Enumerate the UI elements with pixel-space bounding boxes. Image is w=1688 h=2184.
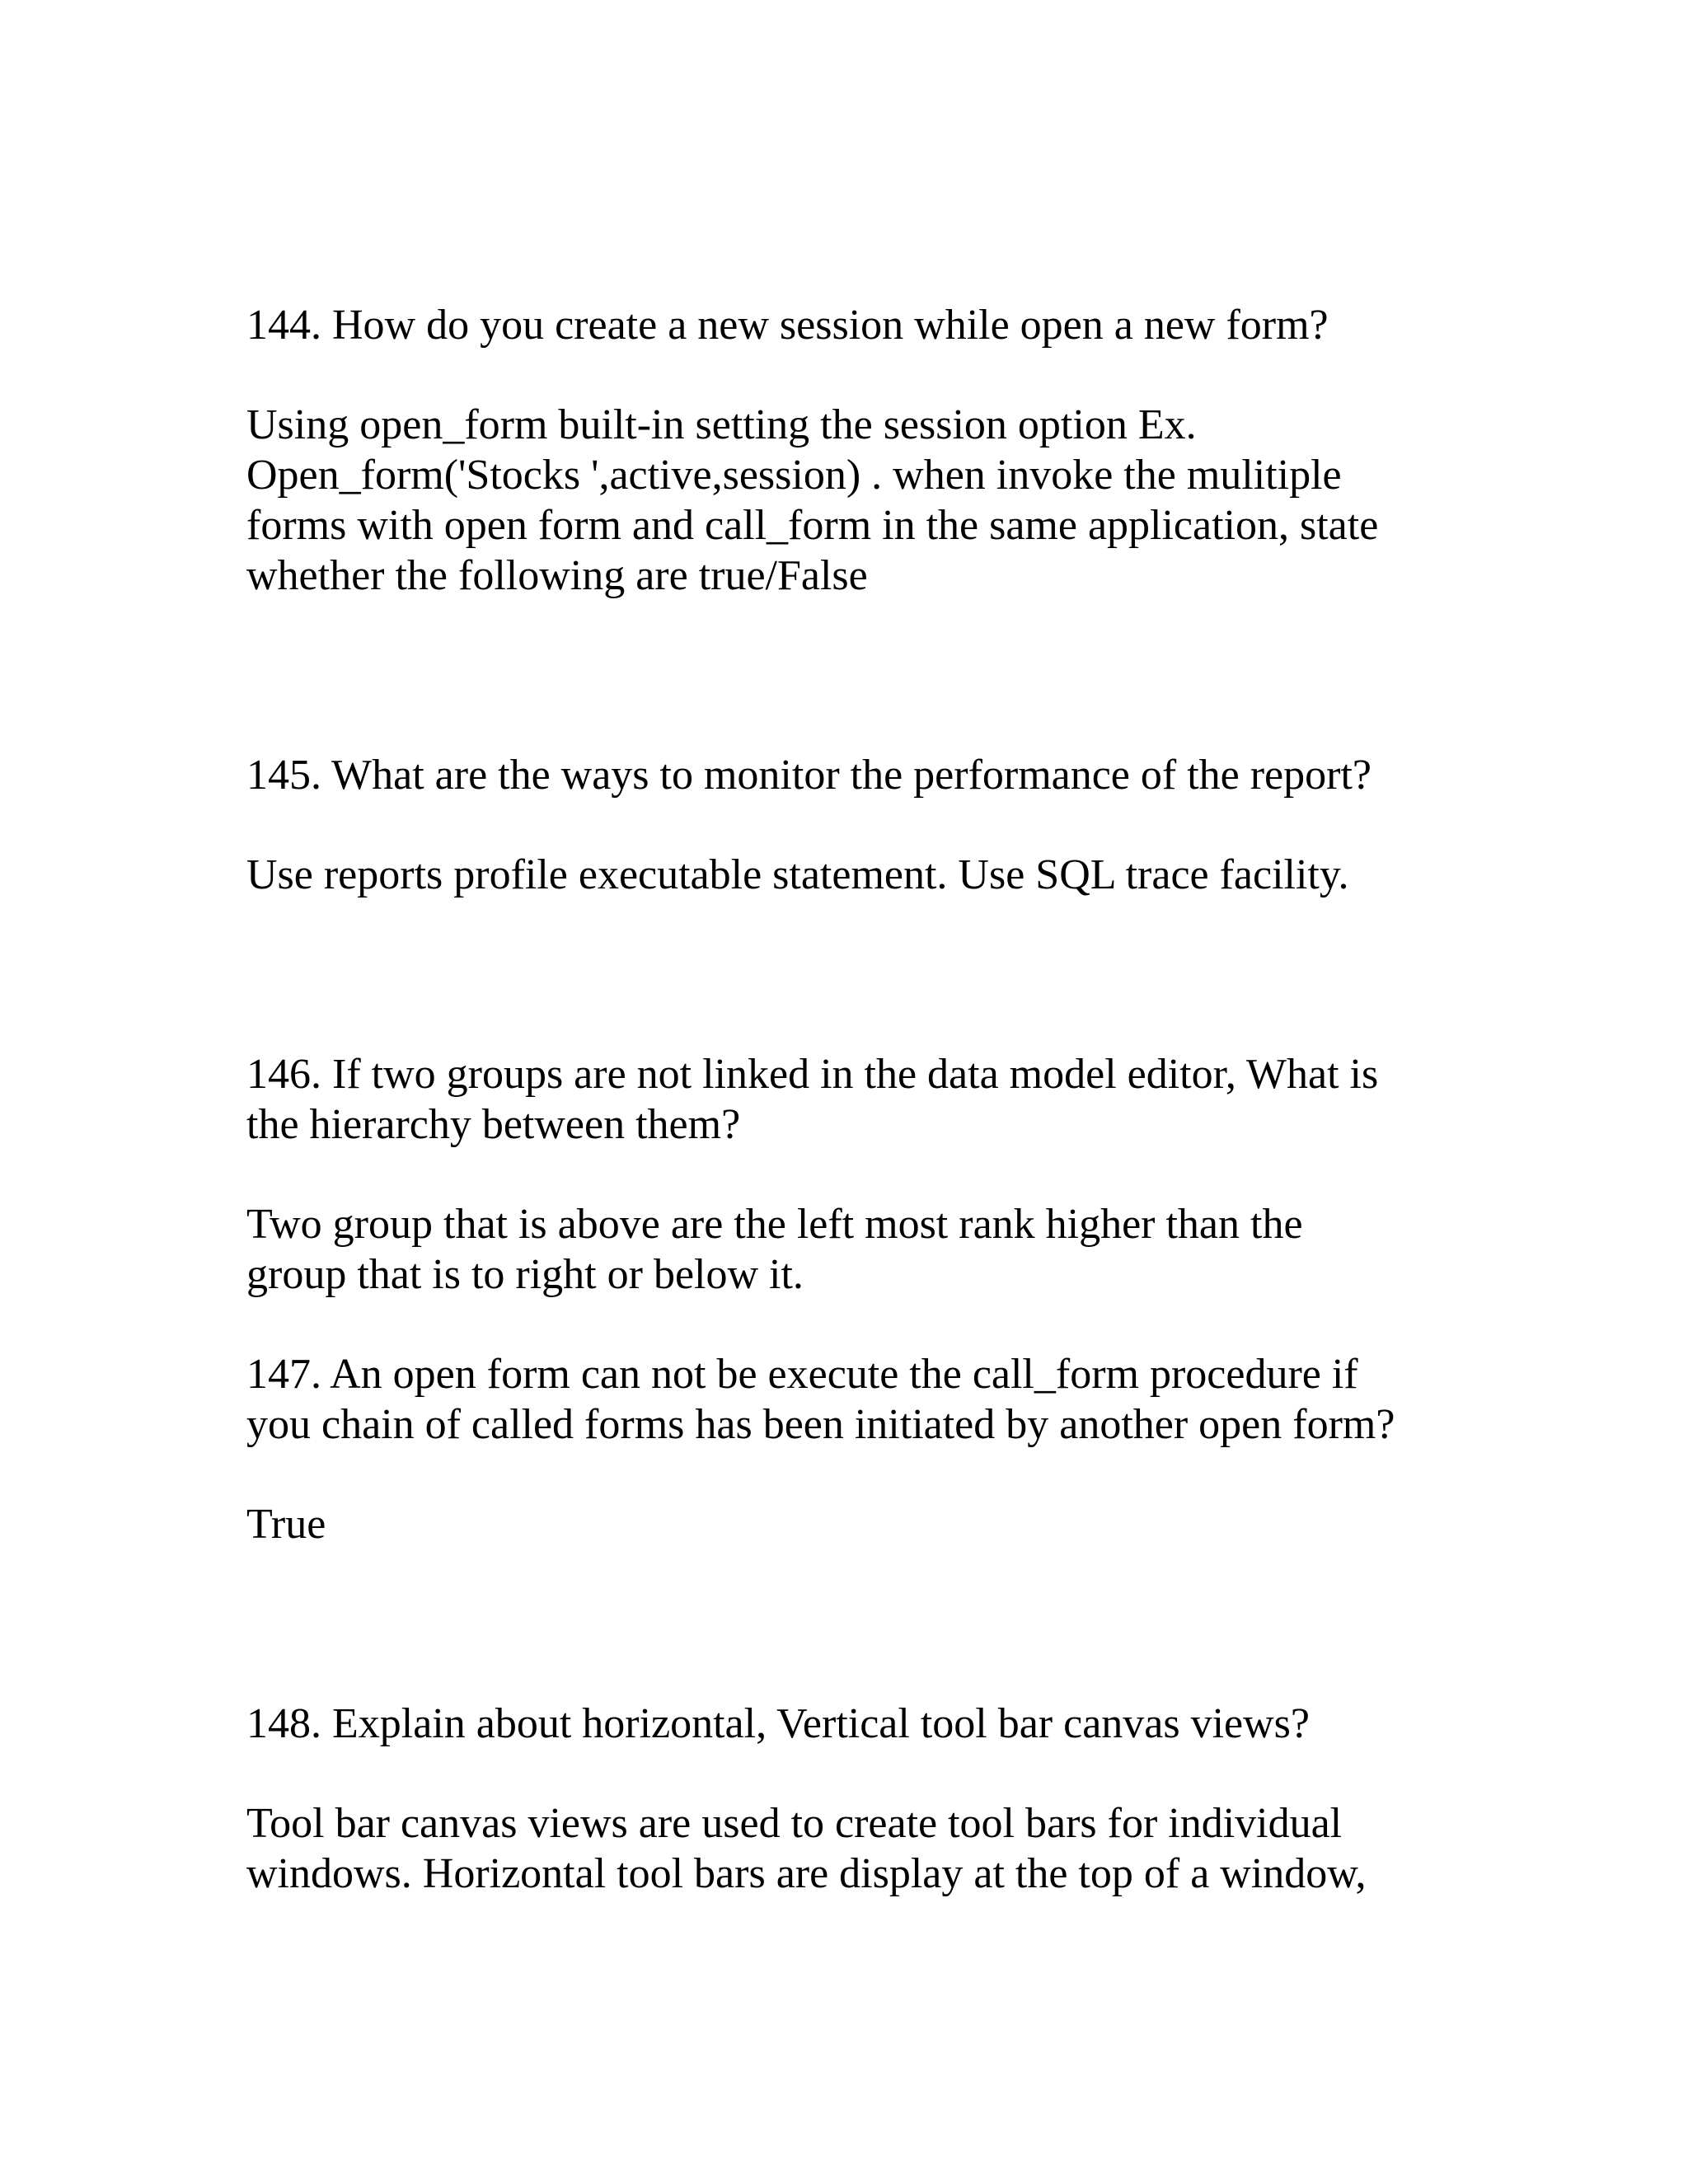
answer-146-line-1: Two group that is above are the left most rank higher than the <box>246 1201 1303 1248</box>
answer-147-line-1: True <box>246 1501 326 1548</box>
question-148: 148. Explain about horizontal, Vertical tool bar canvas views? <box>246 1700 1310 1747</box>
answer-144-line-3: forms with open form and call_form in the same application, state <box>246 502 1379 549</box>
answer-144-line-2: Open_form('Stocks ',active,session) . when invoke the mulitiple <box>246 452 1342 499</box>
answer-146-line-2: group that is to right or below it. <box>246 1251 804 1298</box>
question-147-line-2: you chain of called forms has been initiated by another open form? <box>246 1401 1395 1448</box>
answer-145-line-1: Use reports profile executable statement. Use SQL trace facility. <box>246 851 1349 898</box>
answer-148-line-1: Tool bar canvas views are used to create tool bars for individual <box>246 1800 1343 1847</box>
question-145: 145. What are the ways to monitor the performance of the report? <box>246 752 1372 799</box>
question-144: 144. How do you create a new session while open a new form? <box>246 302 1329 349</box>
question-146-line-1: 146. If two groups are not linked in the data model editor, What is <box>246 1051 1379 1098</box>
answer-148-line-2: windows. Horizontal tool bars are display at the top of a window, <box>246 1850 1367 1897</box>
answer-144-line-4: whether the following are true/False <box>246 552 868 599</box>
answer-144-line-1: Using open_form built-in setting the session option Ex. <box>246 401 1197 448</box>
question-147-line-1: 147. An open form can not be execute the call_form procedure if <box>246 1351 1358 1398</box>
question-146-line-2: the hierarchy between them? <box>246 1101 741 1148</box>
